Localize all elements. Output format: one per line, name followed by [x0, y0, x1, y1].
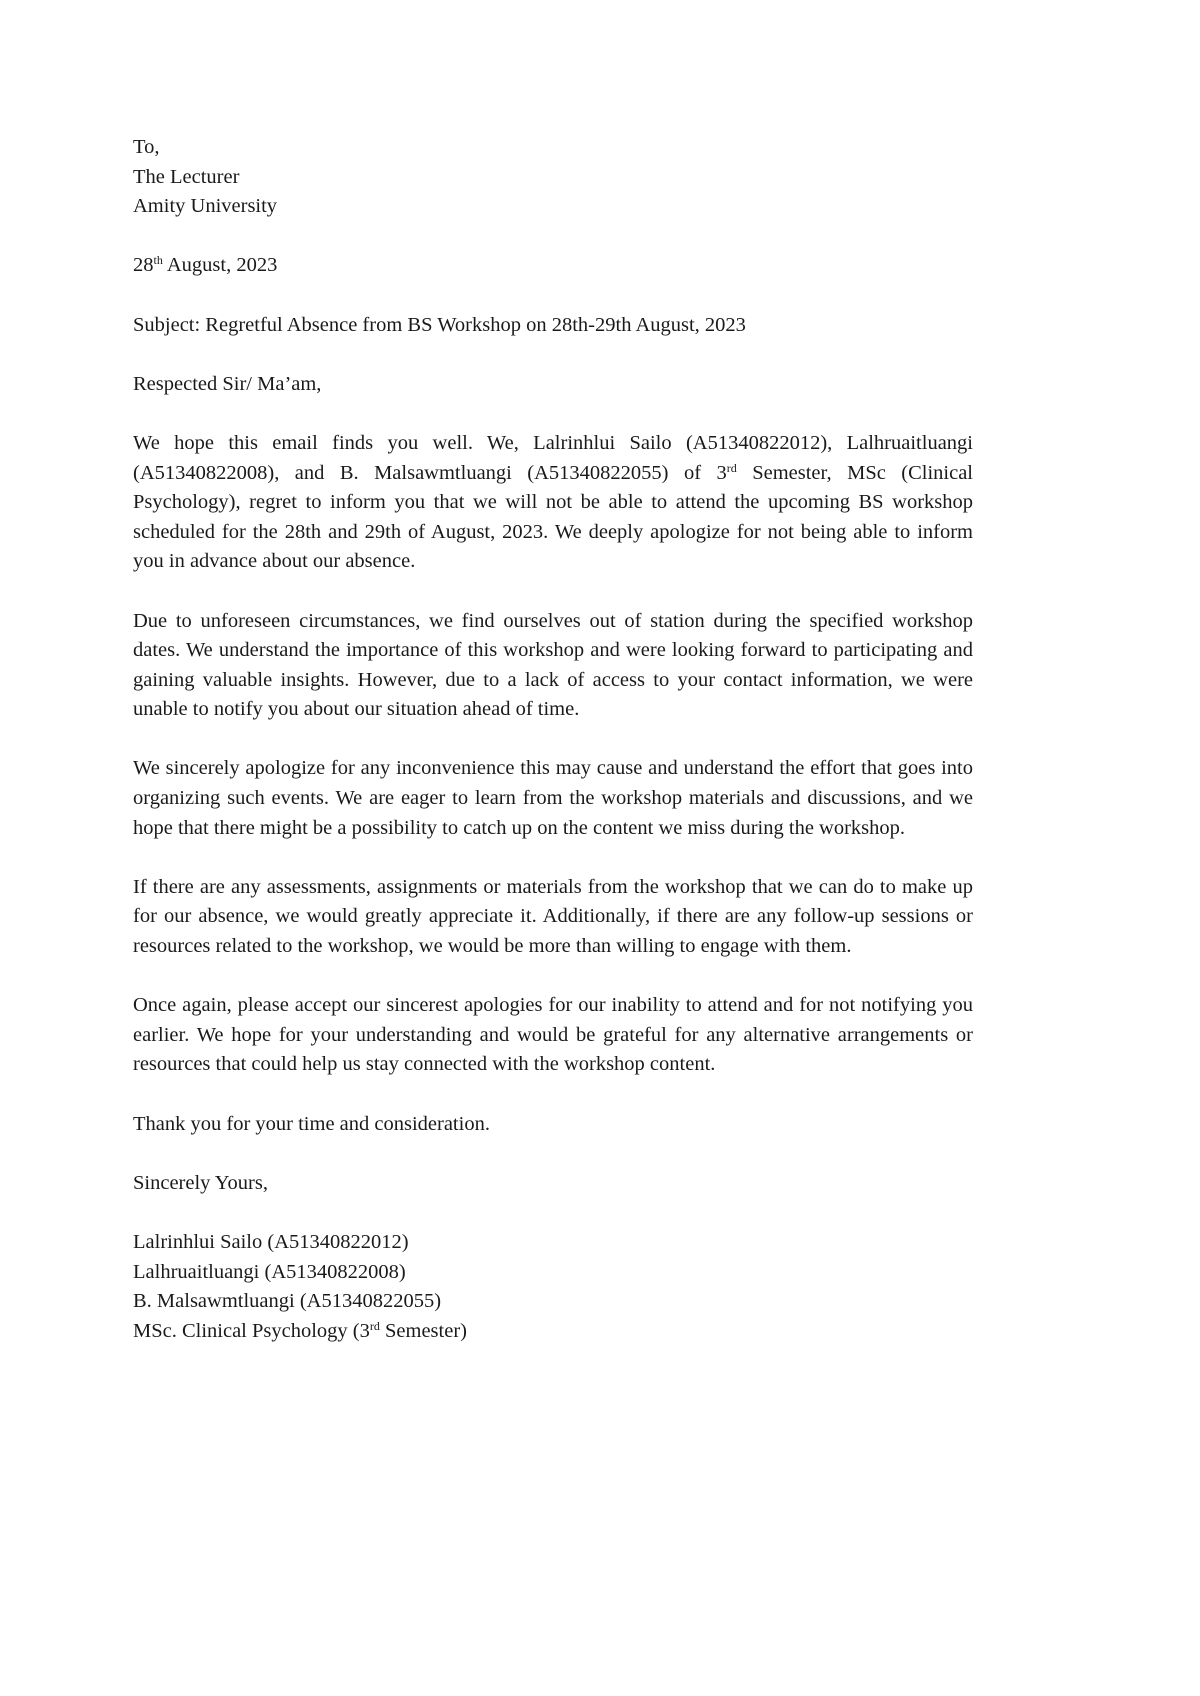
signature-block — [133, 1228, 973, 1346]
thanks-line: Thank you for your time and consideration. — [133, 1112, 490, 1135]
letter — [133, 133, 973, 1346]
signatory: B. Malsawmtluangi (A51340822055) — [133, 1290, 442, 1313]
recipient-block — [133, 133, 973, 222]
body-paragraph-2: Due to unforeseen circumstances, we find ourselves out of station during the specified workshop dates. We understand the importance of this workshop and were looking forward to participating and gaining valuable insights. However, due to a lack of access to your contact information, we were unable to notify you about our situation ahead of time. — [133, 609, 973, 721]
greeting: Respected Sir/ Ma’am, — [133, 372, 322, 395]
subject-line: Subject: Regretful Absence from BS Workshop on 28th-29th August, 2023 — [133, 313, 746, 336]
program-line: MSc. Clinical Psychology (3rd Semester) — [133, 1318, 467, 1342]
closing: Sincerely Yours, — [133, 1171, 268, 1194]
recipient-title: The Lecturer — [133, 165, 240, 188]
signatory: Lalrinhlui Sailo (A51340822012) — [133, 1230, 409, 1253]
body-paragraph-1: We hope this email finds you well. We, Lalrinhlui Sailo (A51340822012), Lalhruaitluangi (A51340822008), and B. Malsawmtluangi (A51340822055) of 3rd Semester, MSc (Clinical Psychology), regret to inform you that we will not be able to attend the upcoming BS workshop scheduled for the 28th and 29th of August, 2023. We deeply apologize for not being able to inform you in advance about our absence. — [133, 431, 973, 573]
body-paragraph-5: Once again, please accept our sincerest apologies for our inability to attend and for not notifying you earlier. We hope for your understanding and would be grateful for any alternative arrangements or resources that could help us stay connected with the workshop content. — [133, 994, 973, 1076]
recipient-institution: Amity University — [133, 195, 278, 218]
recipient-to: To, — [133, 136, 160, 158]
letter-date: 28th August, 2023 — [133, 253, 278, 277]
body-paragraph-4: If there are any assessments, assignments or materials from the workshop that we can do to make up for our absence, we would greatly appreciate it. Additionally, if there are any follow-up sessions or resources related to the workshop, we would be more than willing to engage with them. — [133, 875, 973, 958]
signatory: Lalhruaitluangi (A51340822008) — [133, 1260, 406, 1283]
body-paragraph-3: We sincerely apologize for any inconvenience this may cause and understand the effort that goes into organizing such events. We are eager to learn from the workshop materials and discussions, and we hope that there might be a possibility to catch up on the content we miss during the workshop. — [133, 757, 973, 839]
